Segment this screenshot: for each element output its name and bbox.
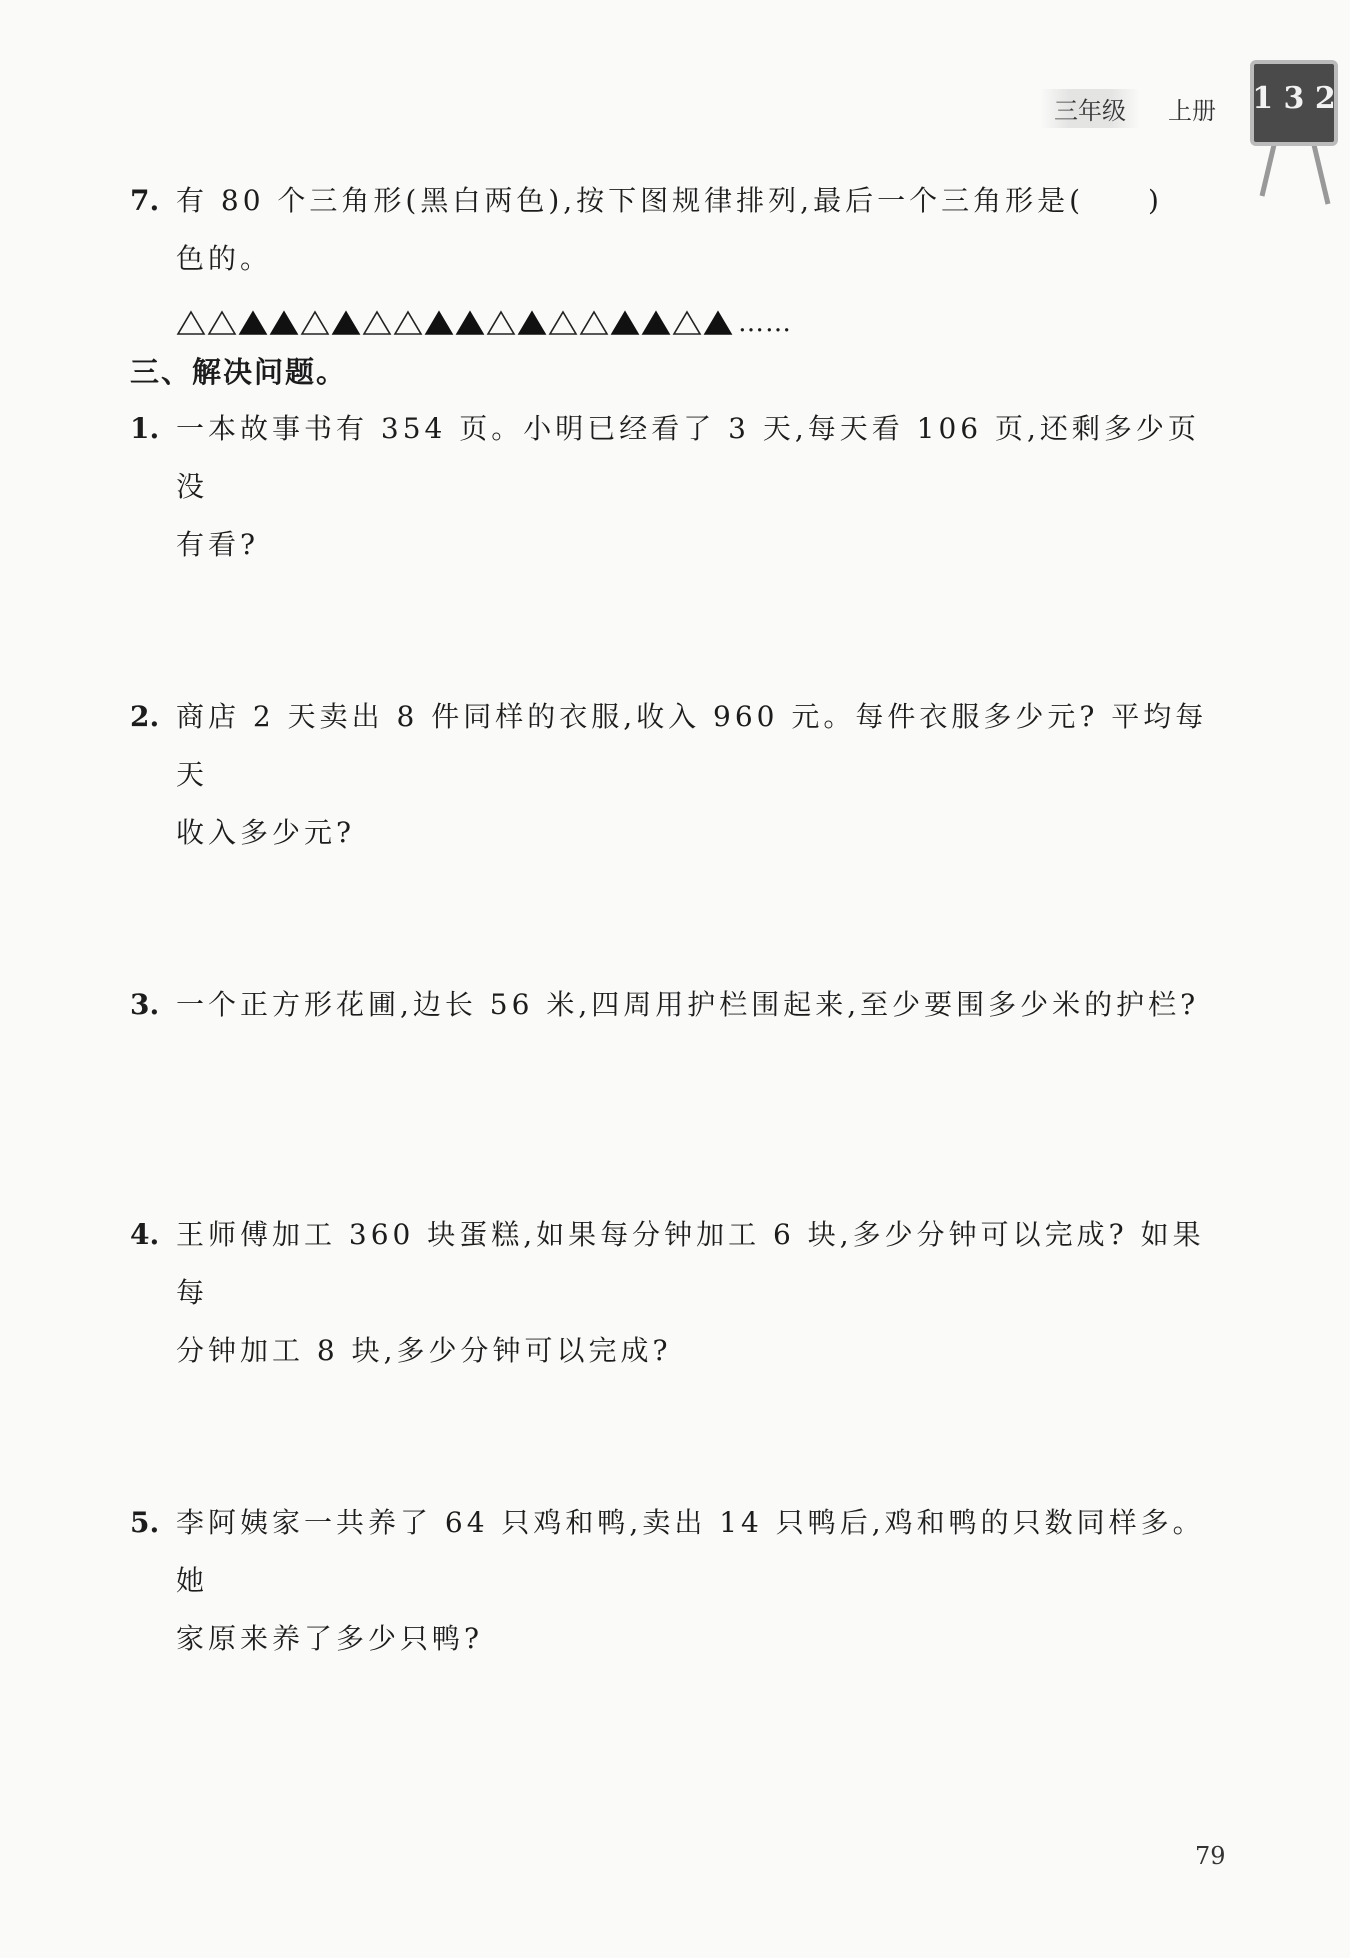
- problem-line-1: 王师傅加工 360 块蛋糕,如果每分钟加工 6 块,多少分钟可以完成? 如果每: [176, 1218, 1205, 1309]
- black-triangle: [517, 310, 547, 336]
- problem-line-2: 收入多少元?: [176, 816, 356, 849]
- problem-line-2: 家原来养了多少只鸭?: [176, 1622, 484, 1655]
- black-triangle: [641, 310, 671, 336]
- page-header: [1040, 88, 1216, 128]
- problem-1: [130, 400, 1230, 574]
- problem-4: [130, 1206, 1230, 1380]
- white-triangle: [393, 310, 423, 336]
- black-triangle: [238, 310, 268, 336]
- section-title: 三、解决问题。: [130, 355, 348, 389]
- white-triangle: [362, 310, 392, 336]
- problem-2: [130, 688, 1230, 862]
- pattern-ellipsis: ……: [738, 308, 792, 338]
- question-7: [130, 172, 1230, 288]
- problem-5: [130, 1494, 1230, 1668]
- question-number: 7.: [130, 184, 160, 217]
- header-volume: 上册: [1168, 96, 1216, 125]
- black-triangle: [703, 310, 733, 336]
- triangle-pattern: [176, 296, 792, 336]
- blackboard-logo: [1248, 58, 1340, 208]
- problem-line-1: 商店 2 天卖出 8 件同样的衣服,收入 960 元。每件衣服多少元? 平均每天: [176, 700, 1208, 791]
- black-triangle: [610, 310, 640, 336]
- white-triangle: [176, 310, 206, 336]
- white-triangle: [672, 310, 702, 336]
- problem-number: 3.: [130, 988, 160, 1021]
- header-grade: 三年级: [1040, 89, 1140, 128]
- problem-number: 2.: [130, 700, 160, 733]
- question-line-1: 有 80 个三角形(黑白两色),按下图规律排列,最后一个三角形是( ): [176, 184, 1163, 217]
- problem-line-1: 一个正方形花圃,边长 56 米,四周用护栏围起来,至少要围多少米的护栏?: [176, 988, 1200, 1021]
- question-line-2: 色的。: [176, 242, 273, 275]
- white-triangle: [300, 310, 330, 336]
- problem-number: 4.: [130, 1218, 160, 1251]
- black-triangle: [455, 310, 485, 336]
- problem-line-2: 分钟加工 8 块,多少分钟可以完成?: [176, 1334, 672, 1367]
- page-number: 79: [1195, 1842, 1226, 1870]
- white-triangle: [548, 310, 578, 336]
- black-triangle: [269, 310, 299, 336]
- logo-digits: 1 3 2: [1252, 81, 1336, 116]
- white-triangle: [579, 310, 609, 336]
- problem-line-2: 有看?: [176, 528, 260, 561]
- black-triangle: [331, 310, 361, 336]
- problem-3: [130, 976, 1230, 1034]
- problem-number: 1.: [130, 412, 160, 445]
- problem-line-1: 一本故事书有 354 页。小明已经看了 3 天,每天看 106 页,还剩多少页没: [176, 412, 1200, 503]
- problem-number: 5.: [130, 1506, 160, 1539]
- problem-line-1: 李阿姨家一共养了 64 只鸡和鸭,卖出 14 只鸭后,鸡和鸭的只数同样多。她: [176, 1506, 1205, 1597]
- black-triangle: [424, 310, 454, 336]
- white-triangle: [207, 310, 237, 336]
- white-triangle: [486, 310, 516, 336]
